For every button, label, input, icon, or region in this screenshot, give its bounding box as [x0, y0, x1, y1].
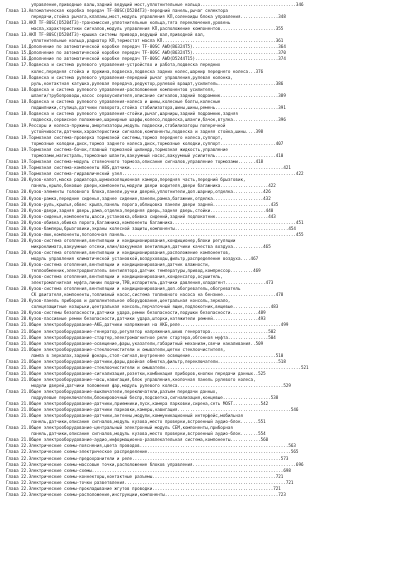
toc-line: Глава 20.Кузов-обивка,обивка порога,багажника,компоненты багажника.................................................451 — [6, 219, 304, 225]
toc-line: Глава 21.Общее электрооборудование-часы,навигация,блок управления,кнопочная панель рулевого колеса, — [6, 376, 256, 382]
toc-line: Глава 15.Дополнение по автоматической коробке передач TF-80SC AWD(B6324T5)..................................370 — [6, 50, 286, 56]
toc-line: Глава 21.Общее электрооборудование-генератор,регулятор напряжения,шкив генератора.......................502 — [6, 328, 276, 334]
toc-line: Глава 22.Электрические схемы-массовые точки,расположение блоков управления.........................................696 — [6, 461, 304, 467]
toc-line: Глава 20.Кузов-капот,маска радиатора,шумоизоляционная камера,передняя часть,передний брызговик, — [6, 177, 246, 183]
toc-line: Глава 19.Тормозная система-гидравлический узел.....................................................................422 — [6, 171, 304, 177]
toc-line: Глава 20.Кузов-бамперы,брызговики,экраны колесной защиты,компоненты.............................................454 — [6, 225, 296, 231]
toc-line: теплообменник,электродвигатель вентилятора,датчик температуры,привод,компрессор.........469 — [6, 268, 261, 274]
toc-line: Глава 21.Общее электрооборудование-датчики,антенны,модули,коммуникационный интерфейс,мобильная — [6, 413, 243, 419]
toc-line: тормозами,магистраль,тормозные шланги,вакуумный насос,вакуумный усилитель........................410 — [6, 153, 284, 159]
toc-line: Глава 22.Электрические схемы-схемы............................................................................698 — [6, 467, 291, 473]
toc-line: Глава 21.Общее электрооборудование-датчики,фары,двойная обмотка,фильтр,переключатели........................518 — [6, 358, 286, 364]
toc-line: Глава 13.Автоматическая коробка передач TF-80SC(D5204T3)-передний панель,рычаг селектора — [6, 8, 228, 14]
toc-line: Глава 20.Кузов-система отопления,вентиляции и кондиционирования,конденсатор,осушитель, — [6, 274, 223, 280]
toc-line: Глава 21.Общее электрооборудование-освещение,фары,указатели,габаритный механизм,свечи накаливания..509 — [6, 340, 264, 346]
toc-line: масла,характеристики сигналов,модуль управления КП,расположение компонентов......................355 — [6, 26, 284, 32]
toc-line: руль,контактная катушка,рулевая передача,редуктор,рулевой вращат,усилитель.......................386 — [6, 80, 284, 86]
toc-line: Глава 21.Общее электрооборудование-выключатели,переключатели,разъем передачи данных, — [6, 389, 218, 394]
toc-line: модули дверей,датчики положения фар,модуль рулевого колеса..........................................529 — [6, 382, 291, 388]
toc-line: Глава 18.Подвеска и система рулевого управления-стойки,рычаг,шарниры,задний подрамник,задняя — [6, 110, 238, 116]
toc-line: Глава 21.Общее электрооборудование-центральный электронный модуль CEM,компоненты,приборная — [6, 425, 233, 431]
toc-line: Глава 21.Общее электрооборудование-датчики парковки,камеры,навигация.............................................546 — [6, 407, 299, 413]
toc-line: Глава 20.Кузов-руль,крылья,обвес крыла,панель порога,облицовка панели двери задней.......................435 — [6, 201, 279, 207]
toc-line: Глава 13.АКП TF-80SC(D5204T3)-трансмиссия,уплотнительные кольца,тяга переключения,уровень — [6, 20, 231, 26]
toc-line: Глава 21.Общее электрооборудование-стеклоочистители и омыватели,щетки стеклоочистителя, — [6, 346, 226, 352]
toc-line: Глава 20.Кузов-системы безопасности,датчики удара,ремни безопасности,подушки безопасности...........489 — [6, 310, 266, 316]
toc-line: Глава 19.Тормозная система-компоненты ABS,датчики.............................................................421 — [6, 165, 291, 171]
toc-line: микроклимата,вакуумные отсеки,клин/вакуумная вентиляция,датчики качества воздуха............465 — [6, 243, 271, 249]
toc-line: Глава 20.Кузов-люк,компоненты,потолочная панель....................................................................455 — [6, 231, 304, 237]
toc-line: подвеска,сервисное положение,шарнирные шарфы,колесо,подвеска,шланги,бачок,втулка..................396 — [6, 116, 286, 122]
toc-line: шланги/трубопроводы,насос сервоусилителя,описание сигналов,задний подрамник.......................389 — [6, 92, 286, 98]
toc-line: подрулевые переключатели,блокировочный беспр,подсветка,сигнализация,концевые...................538 — [6, 395, 279, 401]
toc-line: уплотнительные кольца,радиатор КП,термостат масла КП.............................................361 — [6, 38, 284, 44]
toc-line: устойчивости,датчики,характеристики сигналов,компоненты,подвеска и задняя стойка,шины....398 — [6, 128, 264, 134]
toc-line: Глава 20.Кузов-пассивные ремни безопасности,датчики удара,шторки,натяжители ремней..................493 — [6, 316, 266, 322]
toc-line: Глава 22.Электрические схемы-пояснения,цвета проводов...........................................................563 — [6, 443, 296, 449]
toc-line: Глава 20.Кузов-рамка,передние сиденья,заднее сидение,панели,рамка,багажник,отделка....................432 — [6, 195, 271, 201]
toc-line: Глава 13.АКП TF-80SC(D5204T3)-крышка системы привода,ведущий вал,приводной вал, — [6, 32, 206, 38]
toc-line: Глава 21.Общее электрооборудование-аудио,информационно-развлекательная система,компоненты............560 — [6, 437, 269, 443]
toc-line: панель,крыло,боковые двери,компоненты,модули двери водителя,двери багажника...................422 — [6, 183, 276, 189]
toc-line: Глава 18.Подвеска и система рулевого управления-передний рычаг управления,рулевая колонка, — [6, 74, 233, 80]
toc-line: Глава 22.Электрические схемы-электрическое распределение.........................................................565 — [6, 449, 299, 455]
toc-line: Глава 20.Кузов-двери,задняя дверь,рама,отделка,передняя дверь,задняя дверь,стойки......................440 — [6, 207, 274, 213]
toc-line: управление,приводные валы,задний ведущий мост,уплотнительные кольца......................................346 — [6, 2, 304, 7]
toc-line: Глава 22.Электрические схемы-расположение,инструкции,компоненты.............................................723 — [6, 491, 286, 497]
toc-line: Глава 19.Тормозная система-бачок,главный тормозной цилиндр,тормозная жидкость,управление — [6, 147, 228, 153]
toc-line: электромагнитная муфта,линии подачи,ТРВ,испаритель,датчики давления,хладагент................473 — [6, 280, 274, 286]
toc-line: Глава 21.Общее электрооборудование-датчики,приемники,пуск,камера парковки,сирена,сеть MOST...........542 — [6, 401, 269, 407]
toc-line: Глава 19.Тормозная система-проверка тормозной системы,тормоз переднего колеса,суппорт, — [6, 135, 223, 141]
toc-line: Глава 21.Общее электрооборудование-сигнализация,розетки,комбинация приборов,кнопки передачи данных..525 — [6, 370, 266, 376]
toc-line: СК двигателя,компоненты,топливный насос,система топливного насоса на бензине.....................478 — [6, 292, 284, 298]
toc-line: Глава 20.Кузов-система отопления,вентиляции и кондиционирования,датчик влажности, — [6, 262, 211, 268]
toc-line: Глава 20.Кузов-система отопления,вентиляции и кондиционирования,расположение компонентов, — [6, 249, 231, 255]
toc-line: Глава 16.Дополнение по автоматической коробке передач TF-80SC AWD(D5244T15).................................374 — [6, 56, 286, 62]
toc-line: Глава 22.Электрические схемы-предохранители и реле...........................................................573 — [6, 455, 289, 461]
toc-line: Глава 20.Кузов-элементы головного блока,панели,ручки дверей,уплотнители,доп.шарнир,отделка............426 — [6, 189, 271, 195]
toc-line: Глава 22.Электрические схемы-точки разветвления................................................................721 — [6, 479, 294, 485]
toc-line: передачи,стойка рычага,клапаны,мост,модуль управления КП,соленоиды блока управления...............348 — [6, 14, 286, 20]
toc-line: Глава 20.Кузов-система отопления,вентиляции и кондиционирования,кондиционер,блоки регуляции — [6, 237, 236, 243]
toc-line: Глава 22.Электрические схемы-прокладывание жгутов проводки................................................721 — [6, 485, 281, 491]
toc-line: Глава 19.Тормозная система-модуль стояночного тормоза,описание сигналов,управление тормозами.......418 — [6, 159, 264, 165]
toc-line: Глава 21.Общее электрооборудование-АКБ,датчики напряжения на АКБ,реле........................................499 — [6, 322, 289, 328]
toc-line: Глава 18.Подвеска и система рулевого управления-колеса и шины,колесные болты,колесные — [6, 98, 221, 104]
toc-line: Глава 21.Общее электрооборудование-стартер,электромагнитное реле стартера,обгонная муфта................504 — [6, 334, 276, 340]
toc-line: колес,передняя стойка и пружина,подвеска,подвеска задних колес,шарнир переднего колеса...376 — [6, 68, 264, 74]
toc-line: Глава 22.Электрические схемы-коннекторы,контактные разъемы.................................................721 — [6, 473, 284, 479]
toc-line: Глава 18.Подвеска и система рулевого управления-расположение компонентов усилителя, — [6, 86, 216, 92]
toc-line: Глава 20.Кузов-система отопления,вентиляции и кондиционирования,доп.обогреватель,обогреватель — [6, 286, 241, 292]
toc-line: Глава 17.Подвеска и система рулевого управления-устройство и работа,подвеска передних — [6, 62, 221, 68]
toc-line: Глава 21.Общее электрооборудование-стеклоочистители и омыватели......................................................521 — [6, 364, 309, 370]
toc-line: солнцезащитные козырьки,центральная консоль,перчаточный ящик,подлокотник,вещевые...............483 — [6, 304, 279, 310]
toc-line: модуль управления климатической установкой,воздуховоды,фильтр,распределение воздуха....467 — [6, 255, 259, 261]
toc-line: Глава 14.Дополнение по автоматической коробке передач TF-80SC AWD(B6324T5)..................................364 — [6, 44, 286, 50]
toc-line: Глава 19.Рессоры и колеса-пружины,амортизаторы,модуль подвески,стабилизаторы поперечной — [6, 122, 226, 128]
toc-line: панель,датчики,описание сигналов,модуль кузова,место проверки,встроенный аудио-блок.......551 — [6, 419, 266, 425]
toc-line: тормозные колодки,диск,тормоз заднего колеса,диск,тормозные колодки,суппорт......................407 — [6, 141, 284, 147]
toc-line: Глава 20.Кузов-сиденья,компоненты,шасси,установка,обивка сидений,задний подлокотник.....................443 — [6, 213, 276, 219]
toc-line: лампа в зеркалах,задний фонарь,стоп-сигнал,внутреннее освещение..................................510 — [6, 352, 284, 358]
toc-line: панель,датчики,описание сигналов,модуль кузова,место проверки,встроенный аудио-блок.......554 — [6, 431, 266, 437]
toc-line: подшипники,ступица,датчики поворота,стойка стабилизатора,шины,шины,ремень.........................391 — [6, 104, 286, 110]
toc-line: Глава 20.Кузов-панель приборов и дополнительное оборудование,центральная консоль,зеркало, — [6, 298, 231, 304]
